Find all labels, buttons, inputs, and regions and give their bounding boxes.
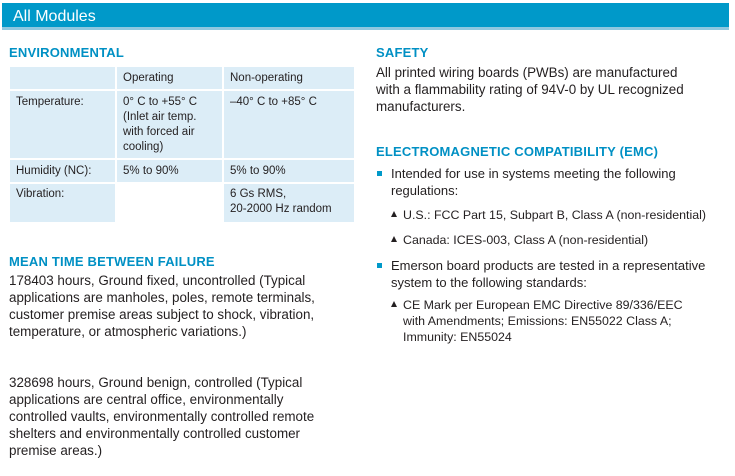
- cell-line: (Inlet air temp.: [123, 111, 197, 123]
- header-cell-operating: Operating: [116, 66, 223, 90]
- cell-line: 5% to 90%: [123, 165, 179, 177]
- cell-operating: [116, 159, 223, 183]
- section-banner: [2, 3, 729, 30]
- cell-operating-empty: [116, 183, 223, 223]
- text-line: applications are central office, environmentally: [9, 392, 284, 407]
- environmental-table: [8, 65, 356, 224]
- text-line: All printed wiring boards (PWBs) are manufactured: [376, 65, 678, 80]
- cell-nonoperating: [223, 183, 355, 223]
- square-bullet-icon: [377, 263, 382, 268]
- emc-bullet-1: [391, 165, 731, 199]
- cell-line: 20-2000 Hz random: [230, 203, 332, 215]
- mtbf-paragraph-1: [9, 272, 359, 340]
- text-line: applications are manholes, poles, remote terminals,: [9, 290, 315, 305]
- square-bullet-icon: [377, 171, 382, 176]
- cell-operating: [116, 90, 223, 159]
- cell-line: –40° C to +85° C: [230, 96, 317, 108]
- row-label: Humidity (NC):: [9, 159, 116, 183]
- text-line: regulations:: [391, 183, 459, 198]
- safety-paragraph: [376, 64, 726, 115]
- banner-title: All Modules: [13, 8, 96, 25]
- row-label: Temperature:: [9, 90, 116, 159]
- triangle-bullet-icon: [391, 236, 397, 242]
- table-header-row: [9, 66, 355, 90]
- text-line: Immunity: EN55024: [403, 330, 512, 344]
- table-row-temperature: [9, 90, 355, 159]
- mtbf-paragraph-2: [9, 374, 359, 459]
- cell-line: cooling): [123, 141, 164, 153]
- table-row-vibration: [9, 183, 355, 223]
- emc-sub-item: [403, 297, 733, 345]
- triangle-bullet-icon: [391, 301, 397, 307]
- text-line: 328698 hours, Ground benign, controlled (Typical: [9, 375, 303, 390]
- row-label: Vibration:: [9, 183, 116, 223]
- text-line: temperature, or atmospheric variations.): [9, 324, 247, 339]
- text-line: with a flammability rating of 94V-0 by UL recognized: [376, 82, 684, 97]
- environmental-heading: ENVIRONMENTAL: [9, 45, 125, 60]
- text-line: CE Mark per European EMC Directive 89/336/EEC: [403, 298, 683, 312]
- cell-nonoperating: [223, 159, 355, 183]
- cell-line: 6 Gs RMS,: [230, 188, 287, 200]
- emc-sub-item: Canada: ICES-003, Class A (non-residential): [403, 233, 649, 247]
- header-cell-blank: [9, 66, 116, 90]
- emc-bullet-2: [391, 257, 731, 291]
- text-line: with Amendments; Emissions: EN55022 Class A;: [403, 314, 672, 328]
- emc-sub-item: U.S.: FCC Part 15, Subpart B, Class A (non-residential): [403, 208, 707, 222]
- cell-line: 5% to 90%: [230, 165, 286, 177]
- cell-line: 0° C to +55° C: [123, 96, 198, 108]
- text-line: premise areas.): [9, 443, 103, 458]
- text-line: manufacturers.: [376, 99, 466, 114]
- text-line: Emerson board products are tested in a representative: [391, 258, 706, 273]
- text-line: Intended for use in systems meeting the following: [391, 166, 676, 181]
- header-cell-nonoperating: Non-operating: [223, 66, 355, 90]
- safety-heading: SAFETY: [376, 45, 429, 60]
- cell-nonoperating: [223, 90, 355, 159]
- table-row-humidity: [9, 159, 355, 183]
- cell-line: with forced air: [123, 126, 195, 138]
- text-line: customer premise areas subject to shock, vibration,: [9, 307, 315, 322]
- text-line: 178403 hours, Ground fixed, uncontrolled (Typical: [9, 273, 306, 288]
- text-line: shelters and environmentally controlled customer: [9, 426, 301, 441]
- triangle-bullet-icon: [391, 211, 397, 217]
- mtbf-heading: MEAN TIME BETWEEN FAILURE: [9, 254, 215, 269]
- text-line: controlled vaults, environmentally controlled remote: [9, 409, 315, 424]
- text-line: system to the following standards:: [391, 275, 587, 290]
- emc-heading: ELECTROMAGNETIC COMPATIBILITY (EMC): [376, 144, 659, 159]
